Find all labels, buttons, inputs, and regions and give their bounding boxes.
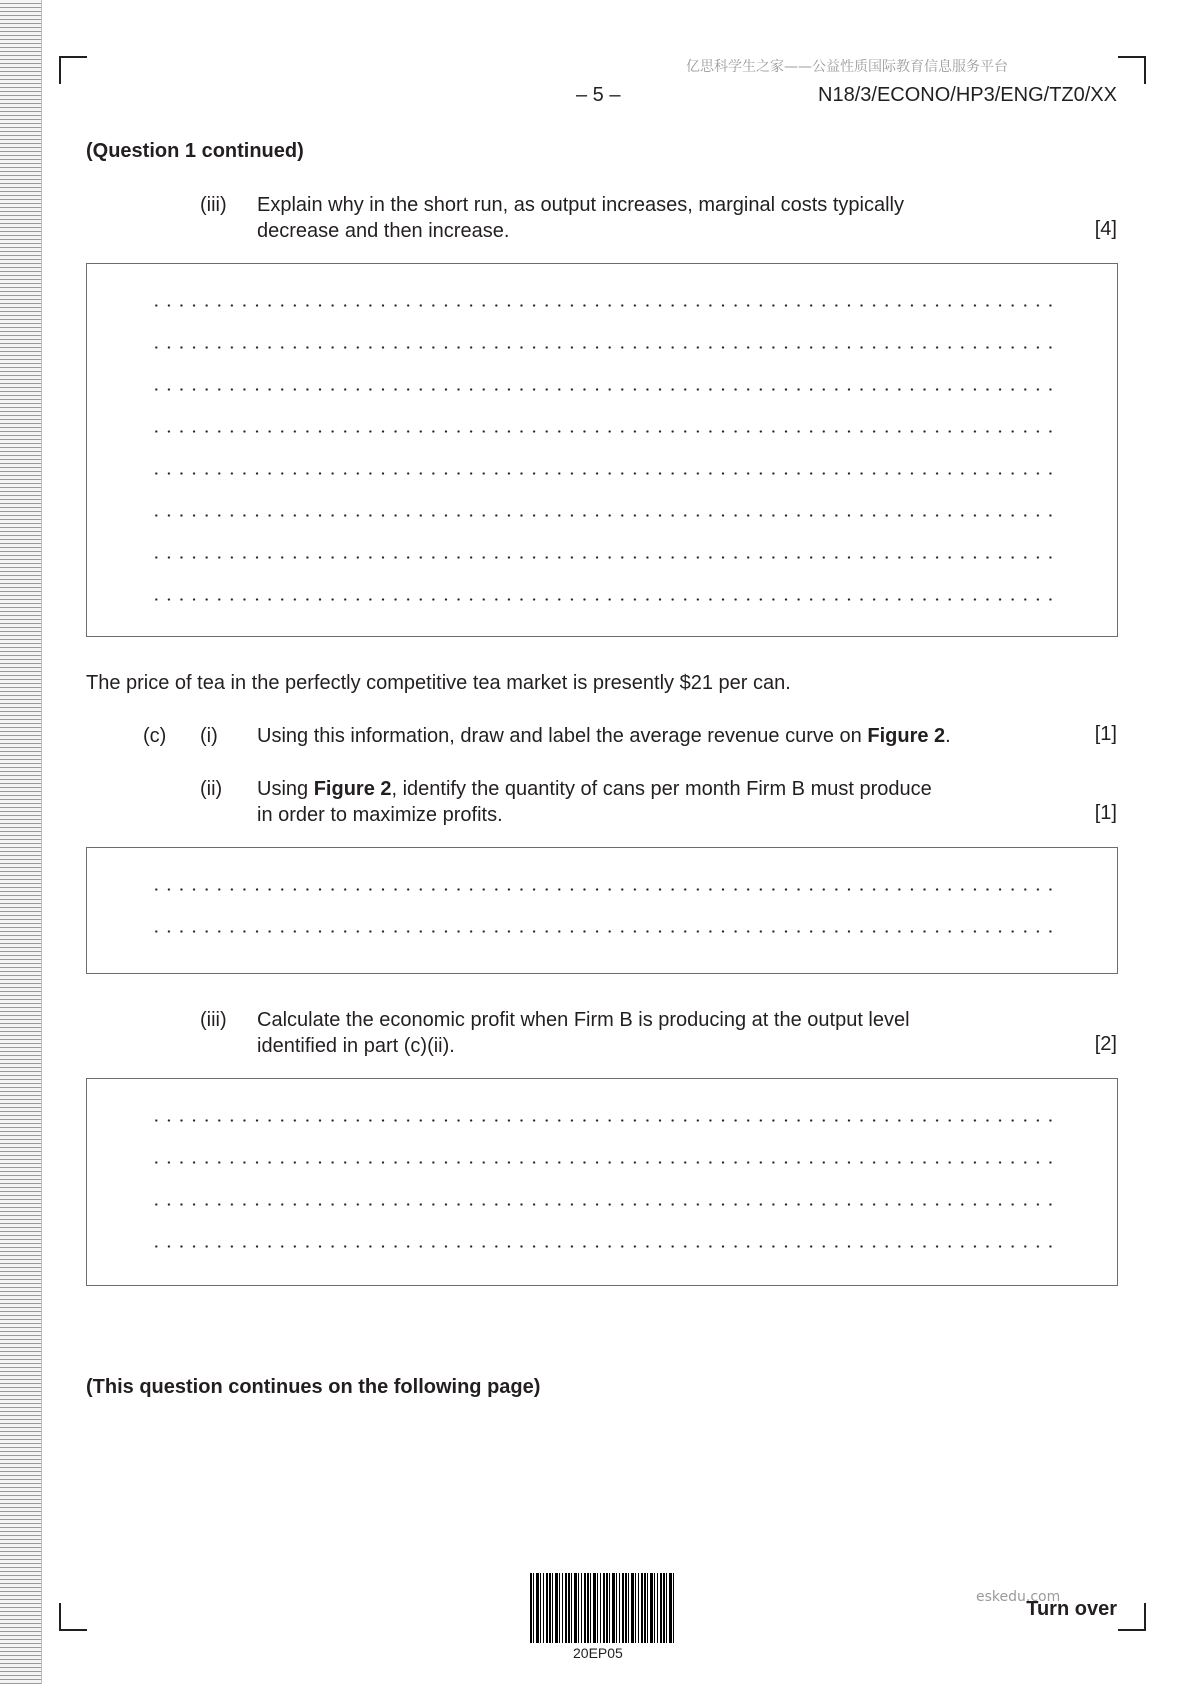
answer-line bbox=[150, 1119, 1056, 1122]
figure-reference: Figure 2 bbox=[313, 778, 392, 800]
question-label-ii: (ii) bbox=[200, 778, 223, 800]
page-number: – 5 – bbox=[576, 84, 621, 106]
figure-reference: Figure 2 bbox=[867, 725, 946, 747]
question-text-line2: in order to maximize profits. bbox=[257, 804, 503, 826]
market-price-statement: The price of tea in the perfectly competitive tea market is presently $21 per can. bbox=[86, 672, 791, 694]
question-marks: [1] bbox=[1094, 723, 1117, 745]
answer-line bbox=[150, 430, 1056, 433]
question-label-iii: (iii) bbox=[200, 1009, 227, 1031]
crop-mark-bottom-left bbox=[59, 1603, 87, 1631]
answer-line bbox=[150, 556, 1056, 559]
question-marks: [1] bbox=[1094, 802, 1117, 824]
question-continued-heading: (Question 1 continued) bbox=[86, 140, 304, 162]
question-text: Using this information, draw and label the average revenue curve on Figure 2. bbox=[257, 725, 951, 747]
answer-line bbox=[150, 930, 1056, 933]
answer-line bbox=[150, 304, 1056, 307]
answer-line bbox=[150, 1245, 1056, 1248]
answer-line bbox=[150, 598, 1056, 601]
barcode bbox=[530, 1573, 675, 1643]
question-label-iii: (iii) bbox=[200, 194, 227, 216]
crop-mark-top-right bbox=[1118, 56, 1146, 84]
crop-mark-top-left bbox=[59, 56, 87, 84]
question-label-i: (i) bbox=[200, 725, 218, 747]
question-text-line1: Using Figure 2, identify the quantity of cans per month Firm B must produce bbox=[257, 778, 932, 800]
answer-line bbox=[150, 388, 1056, 391]
binding-margin-strip bbox=[0, 0, 42, 1684]
answer-line bbox=[150, 1161, 1056, 1164]
question-marks: [4] bbox=[1094, 218, 1117, 240]
question-text-line1: Calculate the economic profit when Firm B is producing at the output level bbox=[257, 1009, 910, 1031]
turn-over-label: Turn over bbox=[1026, 1598, 1117, 1620]
barcode-label: 20EP05 bbox=[573, 1645, 623, 1661]
question-continues-note: (This question continues on the following page) bbox=[86, 1376, 541, 1398]
answer-line bbox=[150, 346, 1056, 349]
paper-code: N18/3/ECONO/HP3/ENG/TZ0/XX bbox=[818, 84, 1117, 106]
question-text-line2: identified in part (c)(ii). bbox=[257, 1035, 455, 1057]
crop-mark-bottom-right bbox=[1118, 1603, 1146, 1631]
question-text-line1: Explain why in the short run, as output increases, marginal costs typically bbox=[257, 194, 904, 216]
answer-line bbox=[150, 514, 1056, 517]
answer-line bbox=[150, 472, 1056, 475]
header-watermark: 亿思科学生之家——公益性质国际教育信息服务平台 bbox=[686, 59, 1008, 75]
answer-line bbox=[150, 1203, 1056, 1206]
answer-box-q1c-ii[interactable] bbox=[86, 847, 1118, 974]
answer-box-q1b-iii[interactable] bbox=[86, 263, 1118, 637]
question-part-c: (c) bbox=[143, 725, 167, 747]
answer-line bbox=[150, 888, 1056, 891]
answer-box-q1c-iii[interactable] bbox=[86, 1078, 1118, 1286]
site-watermark: eskedu.com bbox=[976, 1589, 1061, 1605]
question-text-line2: decrease and then increase. bbox=[257, 220, 510, 242]
question-marks: [2] bbox=[1094, 1033, 1117, 1055]
